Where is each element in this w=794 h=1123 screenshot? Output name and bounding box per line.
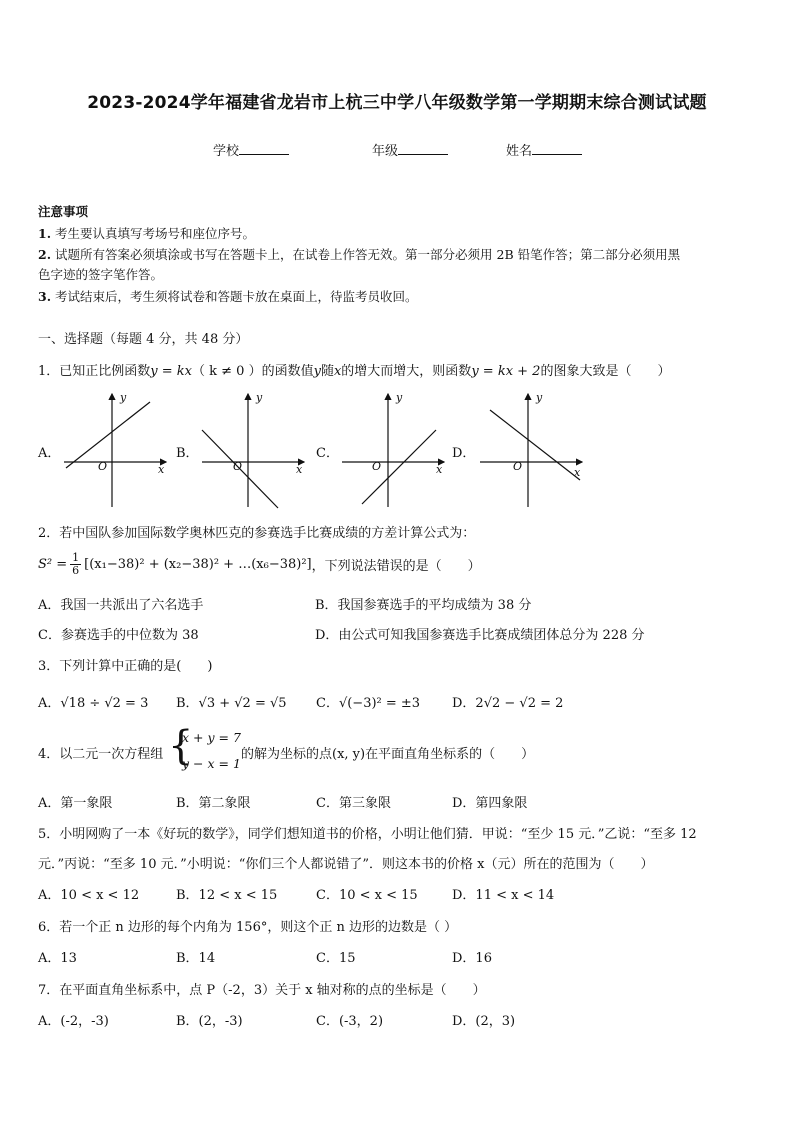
q6-option-b[interactable]: B．14 (176, 951, 216, 966)
q5-option-a[interactable]: A．10 < x < 12 (38, 888, 140, 903)
q1-option-d-label[interactable]: D． (452, 446, 476, 461)
function-line (66, 402, 150, 468)
graph-c[interactable] (340, 392, 450, 510)
q3-option-a[interactable]: A．√18 ÷ √2 = 3 (38, 696, 149, 711)
graph-a[interactable] (62, 392, 172, 510)
q2-option-d[interactable]: D．由公式可知我国参赛选手比赛成绩团体总分为 228 分 (315, 628, 645, 643)
notes-heading: 注意事项 (38, 204, 89, 219)
q5-option-b[interactable]: B．12 < x < 15 (176, 888, 278, 903)
grade-field (372, 140, 448, 159)
q2-option-b[interactable]: B．我国参赛选手的平均成绩为 38 分 (315, 598, 532, 613)
q1-option-a-label[interactable]: A． (38, 446, 61, 461)
name-field (506, 140, 582, 159)
system-eq-top: x + y = 7 (182, 730, 241, 745)
note-item: 2. 试题所有答案必须填涂或书写在答题卡上，在试卷上作答无效。第一部分必须用 2B 铅笔作答；第二部分必须用黑 (38, 247, 681, 262)
y-axis-label: y (256, 391, 263, 404)
q7-option-d[interactable]: D．(2，3) (452, 1014, 516, 1029)
y-axis-label: y (536, 391, 543, 404)
school-label: 学校 (213, 144, 240, 159)
y-axis-label: y (120, 391, 127, 404)
variance-formula: S² = $\frac{1}{6}$ [(x₁−38)² + (x₂−38)² + …(x₆−38)²] ，下列说法错误的是（ ） (38, 551, 481, 577)
x-axis-label: x (158, 463, 165, 476)
q1-option-c-label[interactable]: C． (316, 446, 339, 461)
note-item: 色字迹的签字笔作答。 (38, 267, 164, 282)
q5-option-c[interactable]: C．10 < x < 15 (316, 888, 418, 903)
origin-label: O (98, 460, 108, 473)
fraction: $\frac{1}{6}$ (72, 551, 80, 577)
question-7-stem: 7．在平面直角坐标系中，点 P（-2，3）关于 x 轴对称的点的坐标是（ ） (38, 983, 486, 998)
note-item: 1. 考生要认真填写考场号和座位序号。 (38, 226, 256, 241)
q7-option-c[interactable]: C．(-3，2) (316, 1014, 384, 1029)
q3-option-d[interactable]: D．2√2 − √2 = 2 (452, 696, 564, 711)
question-4-prefix: 4．以二元一次方程组 (38, 747, 164, 762)
q2-option-c[interactable]: C．参赛选手的中位数为 38 (38, 628, 199, 643)
q4-option-a[interactable]: A．第一象限 (38, 796, 113, 811)
question-5-line1: 5．小明网购了一本《好玩的数学》，同学们想知道书的价格，小明让他们猜．甲说：“至少 15 元．”乙说：“至多 12 (38, 827, 697, 842)
origin-label: O (233, 460, 243, 473)
q3-option-b[interactable]: B．√3 + √2 = √5 (176, 696, 287, 711)
question-4-suffix: 的解为坐标的点(x, y)在平面直角坐标系的（ ） (241, 747, 535, 762)
y-axis-label: y (396, 391, 403, 404)
name-blank[interactable] (532, 142, 582, 155)
question-3-stem: 3．下列计算中正确的是( ) (38, 659, 213, 674)
question-6-stem: 6．若一个正 n 边形的每个内角为 156°，则这个正 n 边形的边数是（ ） (38, 920, 458, 935)
q2-option-a[interactable]: A．我国一共派出了六名选手 (38, 598, 204, 613)
x-axis-label: x (436, 463, 443, 476)
function-line (490, 410, 580, 480)
q6-option-a[interactable]: A．13 (38, 951, 77, 966)
q1-option-b-label[interactable]: B． (176, 446, 199, 461)
q4-option-c[interactable]: C．第三象限 (316, 796, 391, 811)
section-heading: 一、选择题（每题 4 分，共 48 分） (38, 332, 249, 347)
q7-option-a[interactable]: A．(-2，-3) (38, 1014, 109, 1029)
q5-option-d[interactable]: D．11 < x < 14 (452, 888, 555, 903)
note-item: 3. 考试结束后，考生须将试卷和答题卡放在桌面上，待监考员收回。 (38, 289, 418, 304)
graph-d[interactable] (478, 392, 588, 510)
q4-option-d[interactable]: D．第四象限 (452, 796, 528, 811)
q6-option-c[interactable]: C．15 (316, 951, 356, 966)
grade-blank[interactable] (398, 142, 448, 155)
school-field (213, 140, 289, 159)
name-label: 姓名 (506, 144, 533, 159)
q3-option-c[interactable]: C．√(−3)² = ±3 (316, 696, 421, 711)
origin-label: O (513, 460, 523, 473)
graph-b[interactable] (200, 392, 310, 510)
question-1-stem: 1．已知正比例函数y = kx（ k ≠ 0 ）的函数值y随x的增大而增大，则函数y = kx + 2的图象大致是（ ） (38, 364, 671, 379)
system-eq-bottom: y − x = 1 (182, 756, 241, 771)
question-5-line2: 元．”丙说：“至多 10 元．”小明说：“你们三个人都说错了”．则这本书的价格 x（元）所在的范围为（ ） (38, 857, 654, 872)
q4-option-b[interactable]: B．第二象限 (176, 796, 251, 811)
grade-label: 年级 (372, 144, 399, 159)
origin-label: O (372, 460, 382, 473)
x-axis-label: x (574, 466, 581, 479)
school-blank[interactable] (239, 142, 289, 155)
system-brace: { (168, 723, 194, 769)
q7-option-b[interactable]: B．(2，-3) (176, 1014, 243, 1029)
q6-option-d[interactable]: D．16 (452, 951, 492, 966)
x-axis-label: x (296, 463, 303, 476)
page-title: 2023-2024学年福建省龙岩市上杭三中学八年级数学第一学期期末综合测试试题 (87, 93, 707, 113)
question-2-stem: 2．若中国队参加国际数学奥林匹克的参赛选手比赛成绩的方差计算公式为： (38, 526, 476, 541)
